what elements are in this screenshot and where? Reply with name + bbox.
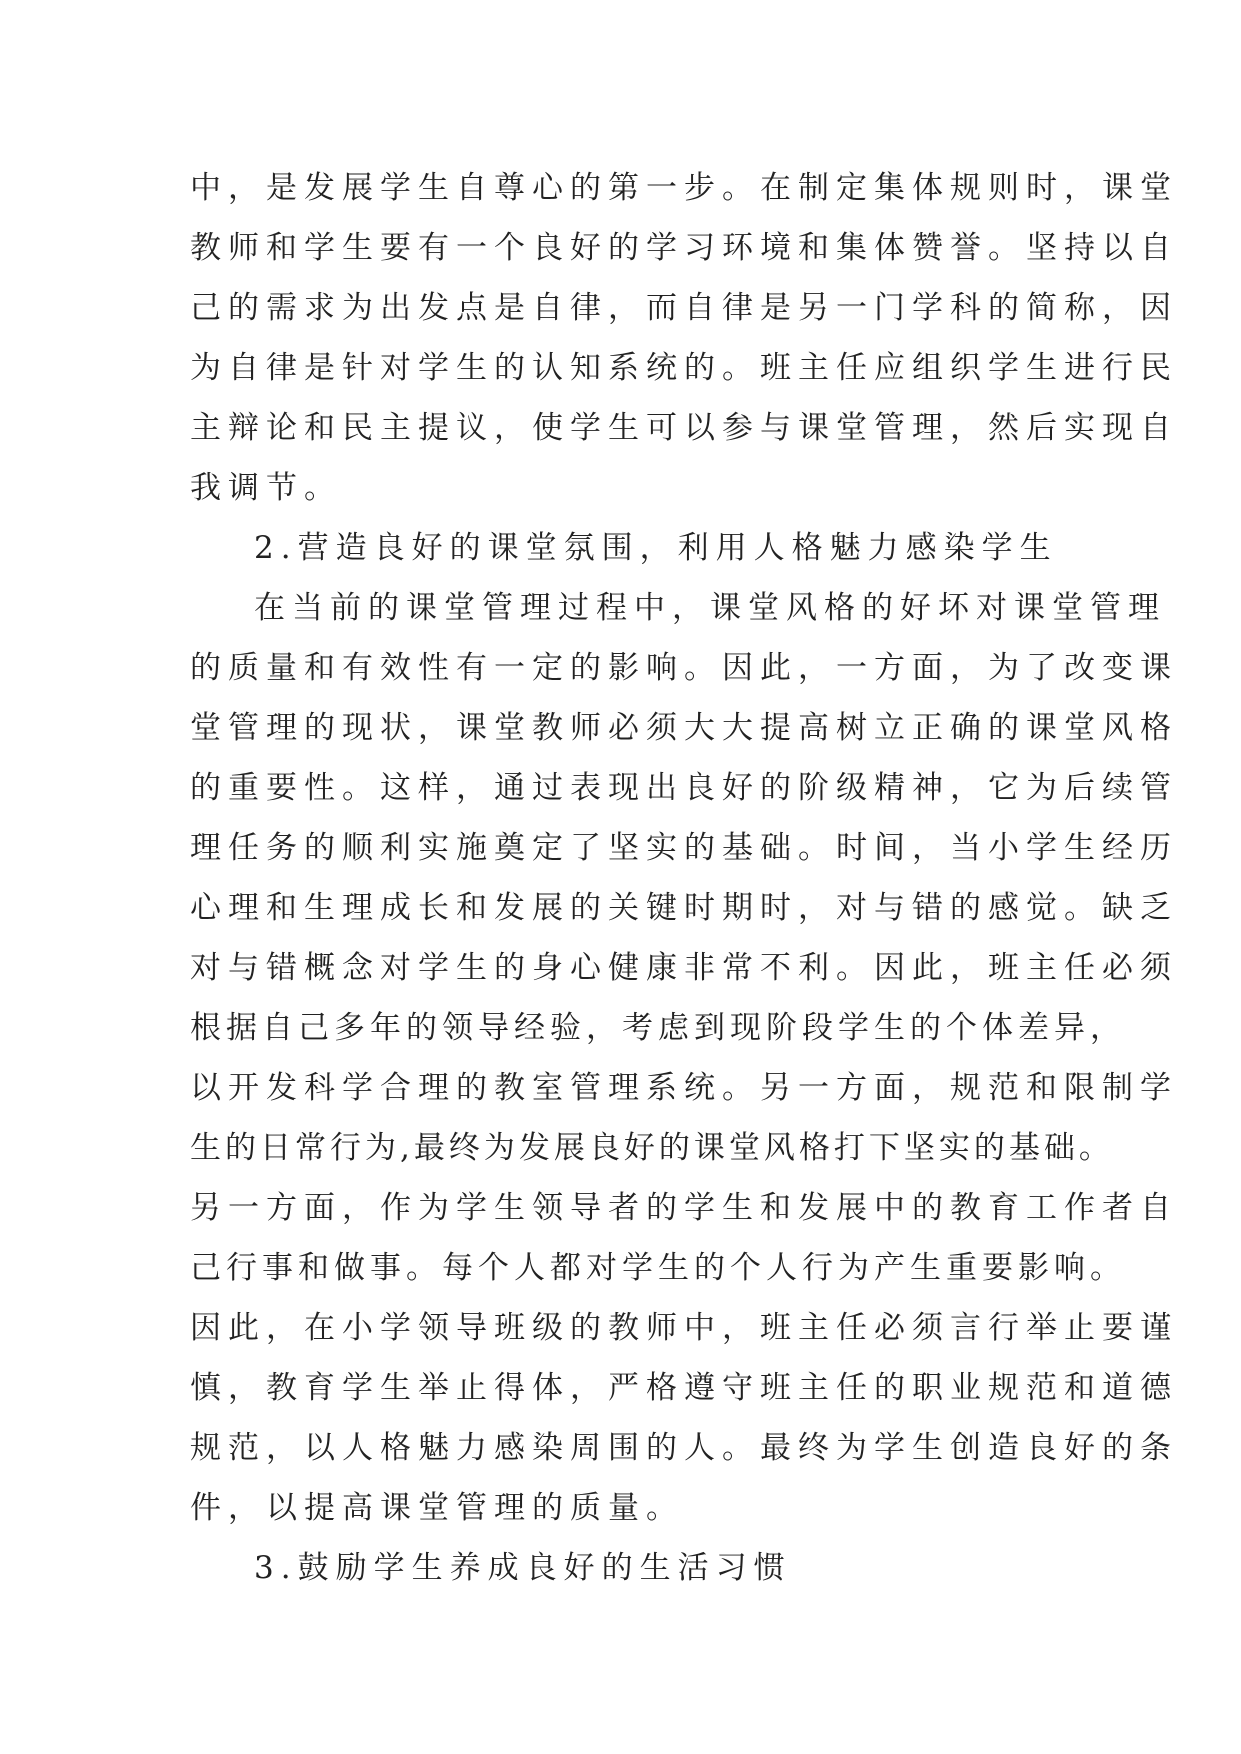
text-line: 的质量和有效性有一定的影响。因此，一方面，为了改变课 — [190, 650, 1178, 686]
text-line: 根据自己多年的领导经验，考虑到现阶段学生的个体差异， — [190, 1010, 1126, 1046]
text-line: 因此，在小学领导班级的教师中，班主任必须言行举止要谨 — [190, 1310, 1178, 1346]
text-line: 教师和学生要有一个良好的学习环境和集体赞誉。坚持以自 — [190, 230, 1178, 266]
section-heading: 3.鼓励学生养成良好的生活习惯 — [254, 1550, 792, 1586]
text-line: 慎，教育学生举止得体，严格遵守班主任的职业规范和道德 — [190, 1370, 1178, 1406]
section-heading: 2.营造良好的课堂氛围，利用人格魅力感染学生 — [254, 530, 1058, 566]
document-body — [190, 158, 1178, 1598]
text-line: 的重要性。这样，通过表现出良好的阶级精神，它为后续管 — [190, 770, 1178, 806]
text-line: 我调节。 — [190, 470, 342, 506]
text-line: 规范，以人格魅力感染周围的人。最终为学生创造良好的条 — [190, 1430, 1178, 1466]
text-line: 中，是发展学生自尊心的第一步。在制定集体规则时，课堂 — [190, 170, 1178, 206]
text-line: 堂管理的现状，课堂教师必须大大提高树立正确的课堂风格 — [190, 710, 1178, 746]
text-line: 心理和生理成长和发展的关键时期时，对与错的感觉。缺乏 — [190, 890, 1178, 926]
text-line: 生的日常行为,最终为发展良好的课堂风格打下坚实的基础。 — [190, 1130, 1114, 1166]
text-line: 主辩论和民主提议，使学生可以参与课堂管理，然后实现自 — [190, 410, 1178, 446]
text-line: 件，以提高课堂管理的质量。 — [190, 1490, 684, 1526]
text-line: 对与错概念对学生的身心健康非常不利。因此，班主任必须 — [190, 950, 1178, 986]
text-line: 为自律是针对学生的认知系统的。班主任应组织学生进行民 — [190, 350, 1178, 386]
text-line: 另一方面，作为学生领导者的学生和发展中的教育工作者自 — [190, 1190, 1178, 1226]
text-line: 己行事和做事。每个人都对学生的个人行为产生重要影响。 — [190, 1250, 1126, 1286]
text-line: 己的需求为出发点是自律，而自律是另一门学科的简称，因 — [190, 290, 1178, 326]
text-line: 以开发科学合理的教室管理系统。另一方面，规范和限制学 — [190, 1070, 1178, 1106]
text-line: 理任务的顺利实施奠定了坚实的基础。时间，当小学生经历 — [190, 830, 1178, 866]
paragraph-first-line: 在当前的课堂管理过程中，课堂风格的好坏对课堂管理 — [254, 590, 1166, 626]
